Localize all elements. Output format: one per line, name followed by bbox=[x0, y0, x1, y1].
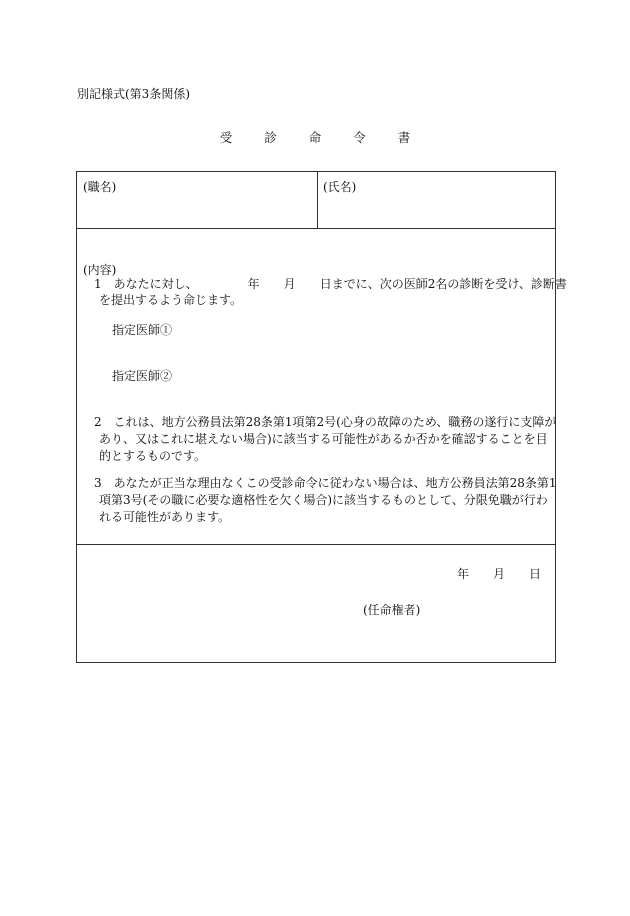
header-row-divider bbox=[77, 228, 555, 229]
item-3-number: 3 bbox=[94, 476, 102, 490]
content-label: (内容) bbox=[83, 263, 117, 277]
item-2-line-2: あり、又はこれに堪えない場合)に該当する可能性があるか否かを確認することを目 bbox=[99, 432, 548, 446]
item-3-line-1: あなたが正当な理由なくこの受診命令に従わない場合は、地方公務員法第28条第1 bbox=[113, 476, 557, 490]
title-char: 命 bbox=[308, 130, 322, 145]
header-column-divider bbox=[317, 172, 318, 229]
form-label: 別記様式(第3条関係) bbox=[77, 87, 190, 101]
content-row-divider bbox=[77, 544, 555, 545]
appointing-authority-label: (任命権者) bbox=[363, 603, 421, 617]
footer-day: 日 bbox=[529, 567, 542, 581]
item-3 bbox=[94, 475, 557, 492]
job-title-label: (職名) bbox=[83, 180, 117, 194]
form-table bbox=[76, 171, 567, 663]
item-2-line-3: 的とするものです。 bbox=[99, 449, 207, 463]
item-3-line-3: れる可能性があります。 bbox=[99, 510, 231, 524]
item-2 bbox=[94, 414, 556, 431]
item-1-number: 1 bbox=[94, 277, 102, 291]
date-line bbox=[457, 566, 541, 583]
footer-month: 月 bbox=[493, 567, 506, 581]
item-3-line-2: 項第3号(その職に必要な適格性を欠く場合)に該当するものとして、分限免職が行わ bbox=[99, 493, 548, 507]
name-label: (氏名) bbox=[323, 180, 357, 194]
designated-doctor-2: 指定医師② bbox=[112, 369, 173, 383]
item-1-year: 年 bbox=[247, 277, 260, 291]
item-1-text-a: あなたに対し、 bbox=[113, 277, 198, 291]
item-1 bbox=[94, 276, 567, 293]
item-2-number: 2 bbox=[94, 415, 102, 429]
title-char: 診 bbox=[264, 130, 277, 145]
item-1-text-b: 日までに、次の医師2名の診断を受け、診断書 bbox=[319, 277, 567, 291]
designated-doctor-1: 指定医師① bbox=[112, 323, 173, 337]
title-char: 令 bbox=[353, 130, 366, 145]
footer-year: 年 bbox=[457, 567, 470, 581]
item-1-month: 月 bbox=[283, 277, 296, 291]
item-1-line-2: を提出するよう命じます。 bbox=[99, 293, 243, 307]
item-2-line-1: これは、地方公務員法第28条第1項第2号(心身の故障のため、職務の遂行に支障が bbox=[113, 415, 557, 429]
title-char: 受 bbox=[219, 130, 233, 145]
title-char: 書 bbox=[397, 130, 411, 145]
document-title bbox=[0, 128, 630, 146]
